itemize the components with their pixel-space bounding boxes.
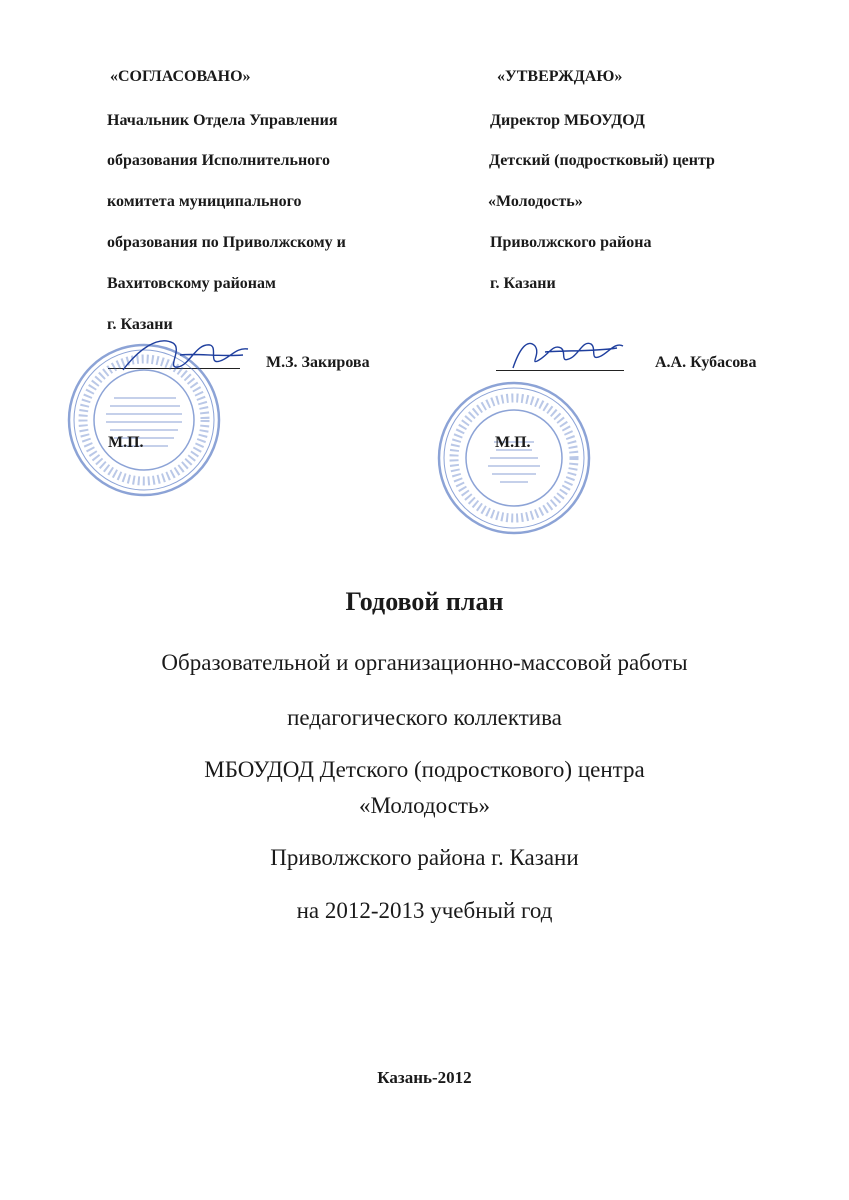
right-line-5: г. Казани — [490, 275, 556, 292]
subtitle-line-5: Приволжского района г. Казани — [270, 845, 579, 870]
left-line-5: Вахитовскому районам — [107, 275, 276, 292]
subtitle-line-2: педагогического коллектива — [287, 705, 562, 730]
left-signer-name: М.З. Закирова — [266, 354, 370, 371]
left-line-1: Начальник Отдела Управления — [107, 112, 338, 129]
left-line-2: образования Исполнительного — [107, 152, 331, 169]
right-line-3: «Молодость» — [488, 193, 583, 210]
left-line-6: г. Казани — [107, 316, 173, 333]
subtitle-line-1: Образовательной и организационно-массовой работы — [161, 650, 688, 675]
right-line-2: Детский (подростковый) центр — [489, 152, 715, 169]
right-line-1: Директор МБОУДОД — [490, 112, 645, 129]
right-signer-name: А.А. Кубасова — [655, 354, 757, 371]
left-heading: «СОГЛАСОВАНО» — [110, 68, 251, 85]
subtitle-line-3: МБОУДОД Детского (подросткового) центра — [204, 757, 645, 782]
right-official-stamp — [434, 378, 594, 538]
right-heading: «УТВЕРЖДАЮ» — [497, 68, 623, 85]
left-signature — [118, 325, 253, 385]
left-line-4: образования по Приволжскому и — [107, 234, 346, 251]
left-line-3: комитета муниципального — [107, 193, 302, 210]
subtitle-line-4: «Молодость» — [359, 793, 490, 818]
right-signature — [505, 330, 635, 375]
right-line-4: Приволжского района — [490, 234, 652, 251]
right-seal-mark: М.П. — [495, 434, 531, 451]
footer-city-year: Казань-2012 — [377, 1068, 472, 1087]
document-title: Годовой план — [345, 587, 504, 616]
subtitle-line-6: на 2012-2013 учебный год — [296, 898, 553, 923]
left-seal-mark: М.П. — [108, 434, 144, 451]
